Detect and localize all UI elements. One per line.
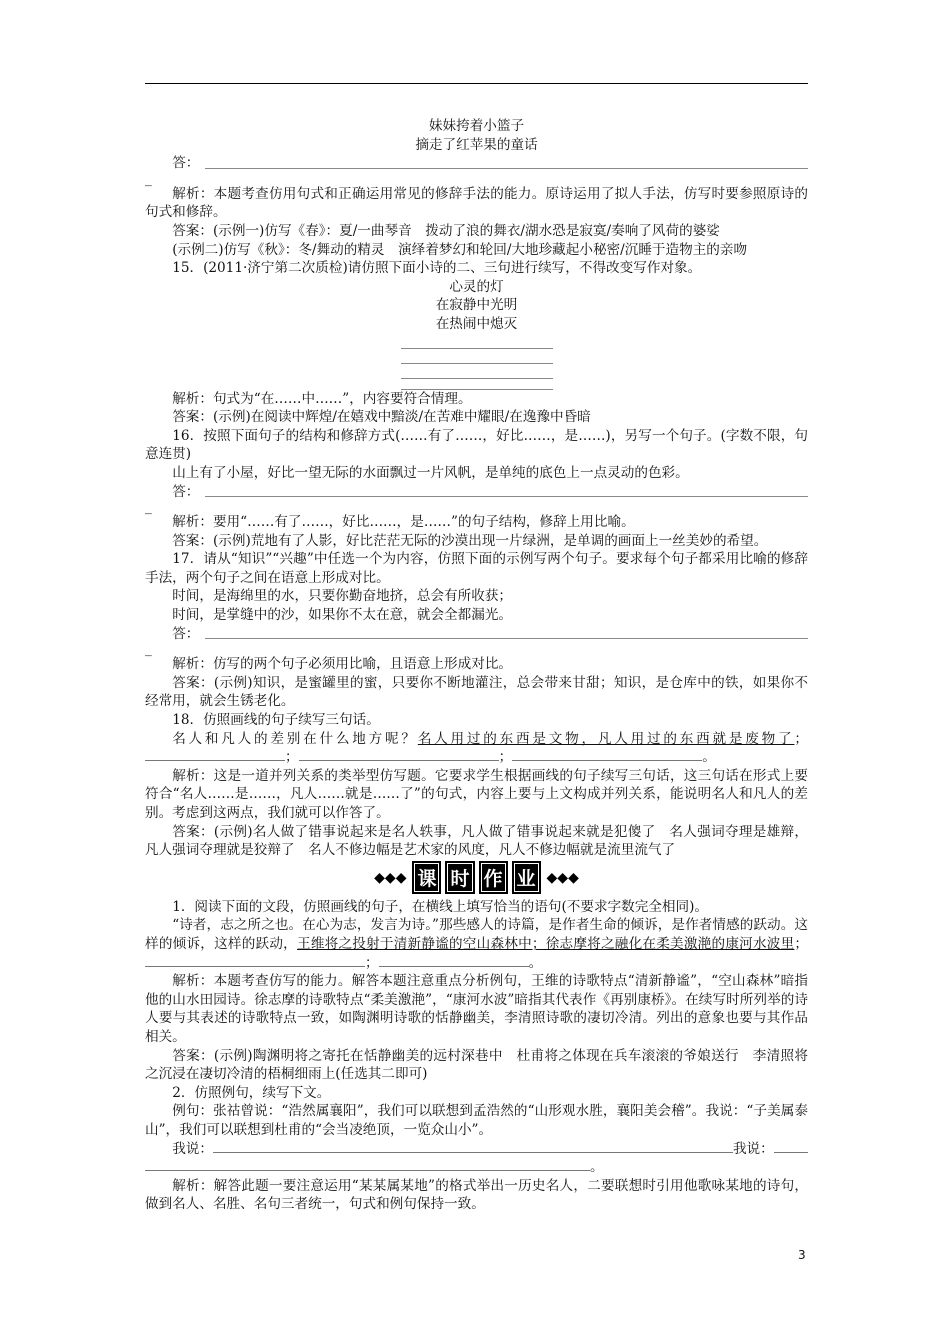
- example-sentence: 时间，是海绵里的水，只要你勤奋地挤，总会有所收获；: [172, 588, 513, 605]
- passage-text: [145, 730, 808, 767]
- fill-blank[interactable]: [379, 954, 529, 967]
- poem-blank[interactable]: [401, 349, 553, 364]
- poem-line: 心灵的灯: [449, 278, 504, 295]
- answer-row: [145, 483, 808, 502]
- answer-text: 答案：(示例)在阅读中辉煌/在嬉戏中黯淡/在苦难中耀眼/在逸豫中昏暗: [172, 409, 591, 426]
- punct: ；: [365, 954, 379, 971]
- banner-char: 课: [412, 861, 441, 894]
- fill-blank[interactable]: [299, 748, 499, 761]
- example-sentence: 山上有了小屋，好比一望无际的水面飘过一片风帆，是单纯的底色上一点灵动的色彩。: [172, 464, 689, 481]
- question-16: 16．按照下面句子的结构和修辞方式(……有了……，好比……，是……)，另写一个句子。(字数不限，句意连贯): [145, 427, 808, 463]
- answer-label: 答：: [172, 625, 200, 642]
- fill-blank[interactable]: [512, 748, 702, 761]
- punct: ；: [498, 749, 513, 766]
- answer-label: 答：: [172, 155, 200, 172]
- answer-text: (示例二)仿写《秋》：冬/舞动的精灵 演绎着梦幻和轮回/大地珍藏起小秘密/沉睡于造物主的亲吻: [172, 241, 748, 258]
- punct: ；: [794, 935, 809, 952]
- poem-line: 在寂静中光明: [435, 297, 518, 314]
- example-sentence: 时间，是掌缝中的沙，如果你不太在意，就会全都漏光。: [172, 607, 513, 624]
- passage-plain: “诗者，志之所之也。在心为志，发言为诗。”那些感人的诗篇，是作者生命的倾诉，是作者情感的跃动。这样的倾诉，这样的跃动，: [145, 917, 808, 952]
- punct: 。: [528, 954, 543, 971]
- fill-blank[interactable]: [145, 954, 365, 967]
- banner-char: 作: [479, 861, 508, 894]
- answer-blank[interactable]: [205, 626, 808, 639]
- punct: ；: [285, 749, 299, 766]
- analysis-text: 解析：仿写的两个句子必须用比喻，且语意上形成对比。: [172, 656, 513, 673]
- analysis-text: 解析：本题考查仿用句式和正确运用常见的修辞手法的能力。原诗运用了拟人手法，仿写时要参照原诗的句式和修辞。: [145, 185, 808, 221]
- section-banner: [145, 864, 808, 892]
- answer-row: [145, 154, 808, 173]
- passage-plain: 名人和凡人的差别在什么地方呢？: [172, 730, 418, 747]
- analysis-text: 解析：解答此题一要注意运用“某某属某地”的格式举出一历史名人，二要联想时引用他歌咏某地的诗句，做到名人、名胜、名句三者统一，句式和例句保持一致。: [145, 1177, 808, 1213]
- answer-row: [145, 625, 808, 644]
- answer-line-end: _: [145, 170, 152, 187]
- question-18: 18．仿照画线的句子续写三句话。: [172, 712, 380, 729]
- example-sentence: 例句：张祜曾说：“浩然属襄阳”，我们可以联想到孟浩然的“山形观水胜，襄阳美会稽”。我说：“子美属泰山”，我们可以联想到杜甫的“会当凌绝顶，一览众山小”。: [145, 1103, 808, 1138]
- passage-underlined: 王维将之投射于清新静谧的空山森林中；徐志摩将之融化在柔美激滟的康河水波里: [297, 935, 795, 952]
- fill-blank[interactable]: [145, 1158, 590, 1171]
- answer-line-end: _: [145, 641, 152, 658]
- analysis-text: 解析：本题考查仿写的能力。解答本题注意重点分析例句，王维的诗歌特点“清新静谧”，“空山森林”暗指他的山水田园诗。徐志摩的诗歌特点“柔美激滟”，“康河水波”暗指其代表作《再别康桥》。在续写时所列举的诗人要与其表述的诗歌特点一致，如陶渊明诗歌的恬静幽美，李清照诗歌的凄切冷清。列出的意象也要与其作品相关。: [145, 973, 808, 1045]
- poem-line: 在热闹中熄灭: [435, 315, 518, 332]
- answer-text: 答案：(示例)名人做了错事说起来是名人轶事，凡人做了错事说起来就是犯傻了 名人强词夺理是雄辩，凡人强词夺理就是狡辩了 名人不修边幅是艺术家的风度，凡人不修边幅就是流里流气了: [145, 823, 808, 859]
- poem-line: 摘走了红苹果的童话: [415, 136, 538, 153]
- answer-text: 答案：(示例)荒地有了人影，好比茫茫无际的沙漠出现一片绿洲，是单调的画面上一丝美妙的希望。: [172, 532, 768, 549]
- poem-line: 妹妹挎着小篮子: [428, 118, 525, 134]
- document-page: [145, 0, 808, 1214]
- diamond-ornament-icon: ◆◆◆: [374, 869, 407, 886]
- punct: 。: [702, 749, 716, 766]
- label: 我说：: [172, 1140, 213, 1157]
- fill-blank[interactable]: [774, 1140, 808, 1153]
- label: 我说：: [732, 1140, 774, 1157]
- poem-blank[interactable]: [401, 364, 553, 379]
- banner-char: 时: [445, 861, 474, 894]
- poem-blank[interactable]: [401, 379, 553, 390]
- page-number: 3: [798, 1248, 806, 1262]
- analysis-text: 解析：要用“……有了……，好比……，是……”的句子结构，修辞上用比喻。: [172, 514, 635, 531]
- answer-line-end: _: [145, 499, 152, 516]
- fill-blank[interactable]: [145, 748, 285, 761]
- poem-blank[interactable]: [401, 334, 553, 349]
- analysis-text: 解析：这是一道并列关系的类举型仿写题。它要求学生根据画线的句子续写三句话，这三句话在形式上要符合“名人……是……，凡人……就是……了”的句式，内容上要与上文构成并列关系，能说明名人和凡人的差别。考虑到这两点，我们就可以作答了。: [145, 767, 808, 821]
- answer-text: 答案：(示例)陶渊明将之寄托在恬静幽美的远村深巷中 杜甫将之体现在兵车滚滚的爷娘送行 李清照将之沉浸在凄切冷清的梧桐细雨上(任选其二即可): [145, 1047, 808, 1083]
- question-17: 17．请从“知识”“兴趣”中任选一个为内容，仿照下面的示例写两个句子。要求每个句子都采用比喻的修辞手法，两个句子之间在语意上形成对比。: [145, 551, 808, 586]
- banner-char: 业: [512, 861, 541, 894]
- answer-text: 答案：(示例)知识，是蜜罐里的蜜，只要你不断地灌注，总会带来甘甜；知识，是仓库中的铁，如果你不经常用，就会生锈老化。: [145, 674, 808, 710]
- punct: ；: [794, 730, 809, 747]
- homework-question-1: 1．阅读下面的文段，仿照画线的句子，在横线上填写恰当的语句(不要求字数完全相同)。: [172, 898, 709, 915]
- fill-blank[interactable]: [213, 1140, 733, 1153]
- passage-underlined: 名人用过的东西是文物，凡人用过的东西就是废物了: [417, 730, 795, 747]
- analysis-text: 解析：句式为“在……中……”，内容要符合情理。: [172, 390, 472, 407]
- answer-label: 答：: [172, 483, 200, 500]
- answer-text: 答案：(示例一)仿写《春》：夏/一曲琴音 拨动了浪的舞衣/湖水恐是寂寞/奏响了风荷的婆娑: [172, 222, 720, 239]
- passage-text: [145, 916, 808, 972]
- diamond-ornament-icon: ◆◆◆: [546, 869, 579, 886]
- fill-line: [145, 1158, 808, 1177]
- question-15: 15．(2011·济宁第二次质检)请仿照下面小诗的二、三句进行续写，不得改变写作对象。: [172, 260, 702, 277]
- punct: 。: [590, 1159, 604, 1176]
- fill-line: [145, 1140, 808, 1159]
- homework-question-2: 2．仿照例句，续写下文。: [172, 1084, 331, 1101]
- answer-blank[interactable]: [205, 484, 808, 497]
- answer-blank[interactable]: [205, 156, 808, 169]
